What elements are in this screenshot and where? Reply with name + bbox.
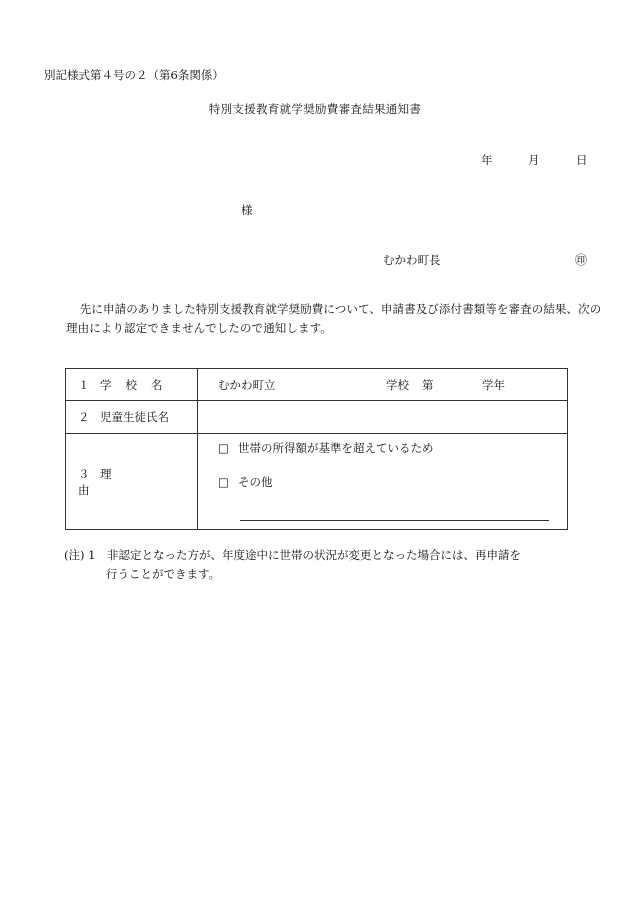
issuer-name: むかわ町長 — [383, 253, 441, 267]
student-name-value-cell[interactable] — [198, 401, 568, 434]
town-name: むかわ町立 — [218, 377, 276, 392]
checkbox-icon[interactable]: □ — [218, 441, 229, 455]
notice-body-text: 先に申請のありました特別支援教育就学奨励費について、申請書及び添付書類等を審査の結果、次の理由により認定できませんでしたので通知します。 — [66, 302, 602, 335]
student-name-label-cell — [66, 401, 198, 434]
school-value-cell[interactable] — [198, 369, 568, 401]
other-reason-underline[interactable] — [240, 520, 549, 521]
reason-option-other-label: その他 — [238, 475, 273, 489]
recipient-suffix: 様 — [241, 203, 253, 217]
reason-label: 理由 — [78, 466, 160, 497]
school-label: 学校名 — [100, 377, 177, 392]
date-day-label: 日 — [576, 153, 588, 167]
school-row — [66, 369, 568, 401]
form-identifier: 別記様式第４号の２（第6条関係） — [44, 68, 224, 82]
date-month-label: 月 — [528, 153, 540, 167]
notice-info-table — [65, 368, 568, 530]
reason-label-cell — [66, 434, 198, 530]
school-label-cell — [66, 369, 198, 401]
grade-prefix: 第 — [422, 378, 434, 392]
reason-row — [66, 434, 568, 530]
note-line-2: 行うことができます。 — [106, 567, 221, 581]
reason-option-income[interactable] — [218, 440, 434, 456]
date-year-label: 年 — [481, 153, 493, 167]
note-line-1: (注) 1 非認定となった方が、年度途中に世帯の状況が変更となった場合には、再申請を — [64, 548, 521, 562]
student-name-label: 児童生徒氏名 — [100, 410, 169, 424]
reason-value-cell — [198, 434, 568, 530]
student-name-row — [66, 401, 568, 434]
row-number: ３ — [78, 466, 90, 481]
reason-option-other[interactable] — [218, 474, 273, 490]
school-suffix: 学校 — [386, 378, 409, 392]
document-title: 特別支援教育就学奨励費審査結果通知書 — [208, 102, 422, 116]
row-number: １ — [78, 377, 90, 392]
grade-suffix: 学年 — [482, 378, 505, 392]
seal-mark: ㊞ — [575, 253, 588, 267]
reason-option-income-label: 世帯の所得額が基準を超えているため — [238, 441, 434, 455]
checkbox-icon[interactable]: □ — [218, 475, 229, 489]
row-number: ２ — [78, 410, 90, 424]
